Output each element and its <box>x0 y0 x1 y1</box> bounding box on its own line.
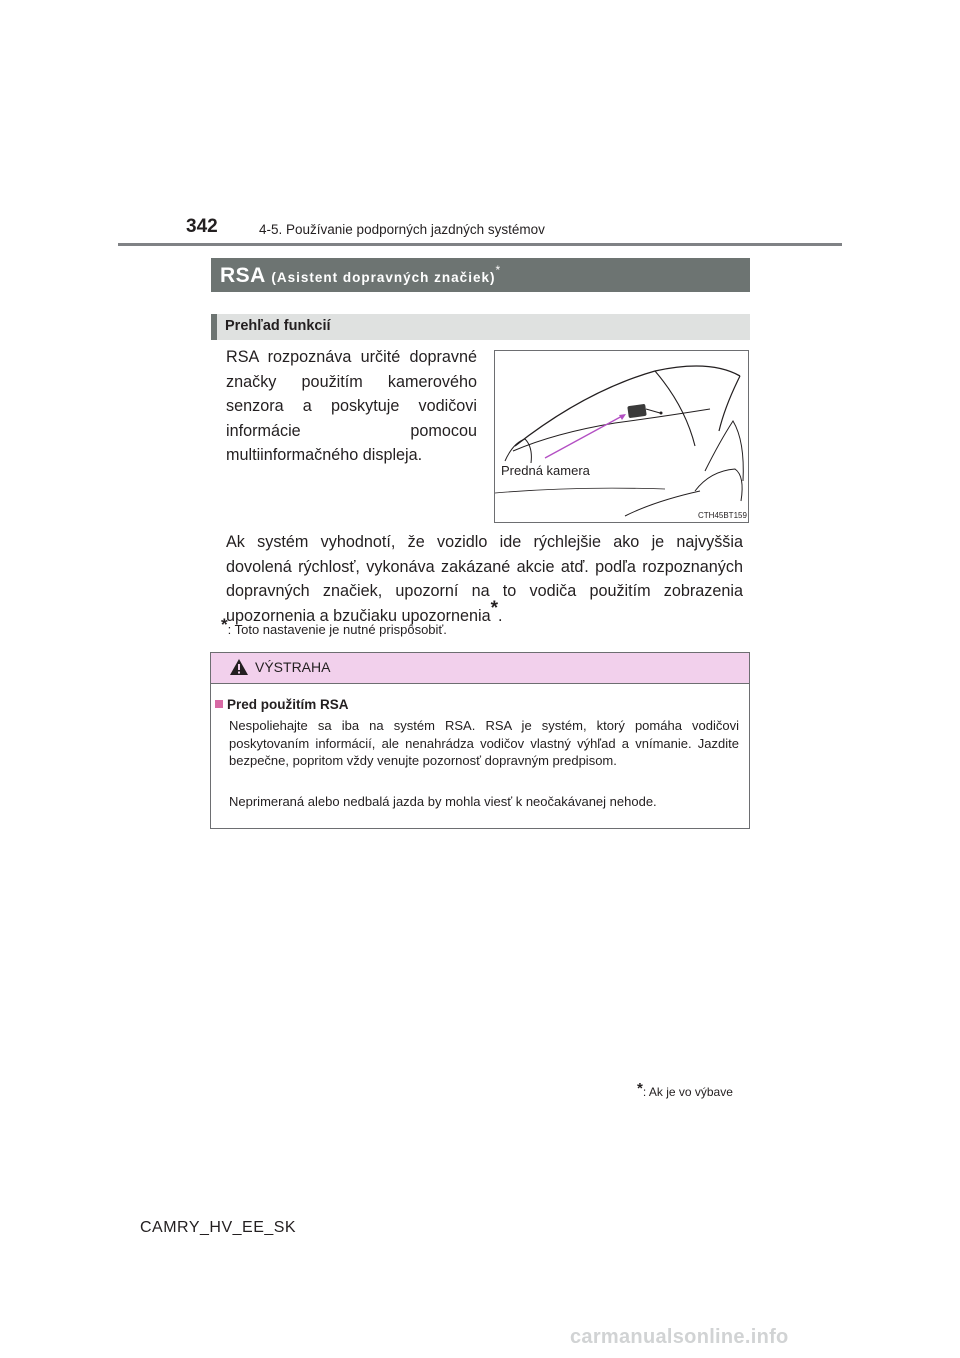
body-text-end: . <box>498 606 503 625</box>
footnote <box>221 615 447 637</box>
windshield-illustration <box>495 351 749 523</box>
warning-header <box>211 653 749 684</box>
section-availability-marker: * <box>495 263 501 277</box>
availability-marker: * <box>637 1080 643 1097</box>
footnote-text: : Toto nastavenie je nutné prispôsobiť. <box>227 622 447 637</box>
camera-icon <box>627 404 646 418</box>
watermark: carmanualsonline.info <box>570 1326 789 1348</box>
warning-paragraph-2: Neprimeraná alebo nedbalá jazda by mohla viesť k neočakávanej nehode. <box>229 794 657 809</box>
section-heading-bar <box>211 258 750 292</box>
square-bullet-icon <box>215 700 223 708</box>
subsection-title: Prehľad funkcií <box>225 318 331 334</box>
warning-subheading <box>215 697 349 712</box>
intro-paragraph: RSA rozpoznáva určité dopravné značky použitím kamerového senzora a poskytuje vodičovi informácie pomocou multiinformačného displeja. <box>226 348 477 464</box>
header-divider <box>118 243 842 246</box>
warning-title: VÝSTRAHA <box>255 659 331 675</box>
availability-note-text: : Ak je vo výbave <box>642 1085 733 1099</box>
subsection-marker <box>211 314 217 340</box>
body-paragraph <box>226 530 743 628</box>
availability-note <box>637 1080 733 1099</box>
section-title <box>220 263 501 288</box>
warning-subheading-text: Pred použitím RSA <box>227 697 349 712</box>
footnote-marker: * <box>221 615 228 634</box>
front-camera-figure <box>494 350 749 523</box>
body-text: Ak systém vyhodnotí, že vozidlo ide rýchlejšie ako je najvyššia dovolená rýchlosť, vykonáva zakázané akcie atď. podľa rozpoznaných dopravných značiek, upozorní na to vodiča použitím zobrazenia upozornenia a bzučiaku upozornenia <box>226 533 743 625</box>
body-footnote-marker: * <box>490 597 498 619</box>
warning-triangle-icon <box>229 658 249 676</box>
warning-box <box>210 652 750 829</box>
chapter-title: 4-5. Používanie podporných jazdných systémov <box>259 222 545 237</box>
figure-label: Predná kamera <box>501 463 590 478</box>
page-number: 342 <box>186 216 218 237</box>
pointer-arrow <box>545 415 624 458</box>
subsection-heading-bar <box>211 314 750 340</box>
warning-paragraph-1: Nespoliehajte sa iba na systém RSA. RSA je systém, ktorý pomáha vodičovi poskytovaním informácií, ale nenahrádza vodičov vlastný výhľad a vnímanie. Jazdite bezpečne, popritom vždy venujte pozornosť dopravným predpisom. <box>229 718 739 768</box>
section-title-subtitle: (Asistent dopravných značiek) <box>271 270 496 285</box>
figure-code: CTH45BT159 <box>698 511 747 520</box>
document-id: CAMRY_HV_EE_SK <box>140 1219 297 1236</box>
section-title-main: RSA <box>220 264 266 287</box>
